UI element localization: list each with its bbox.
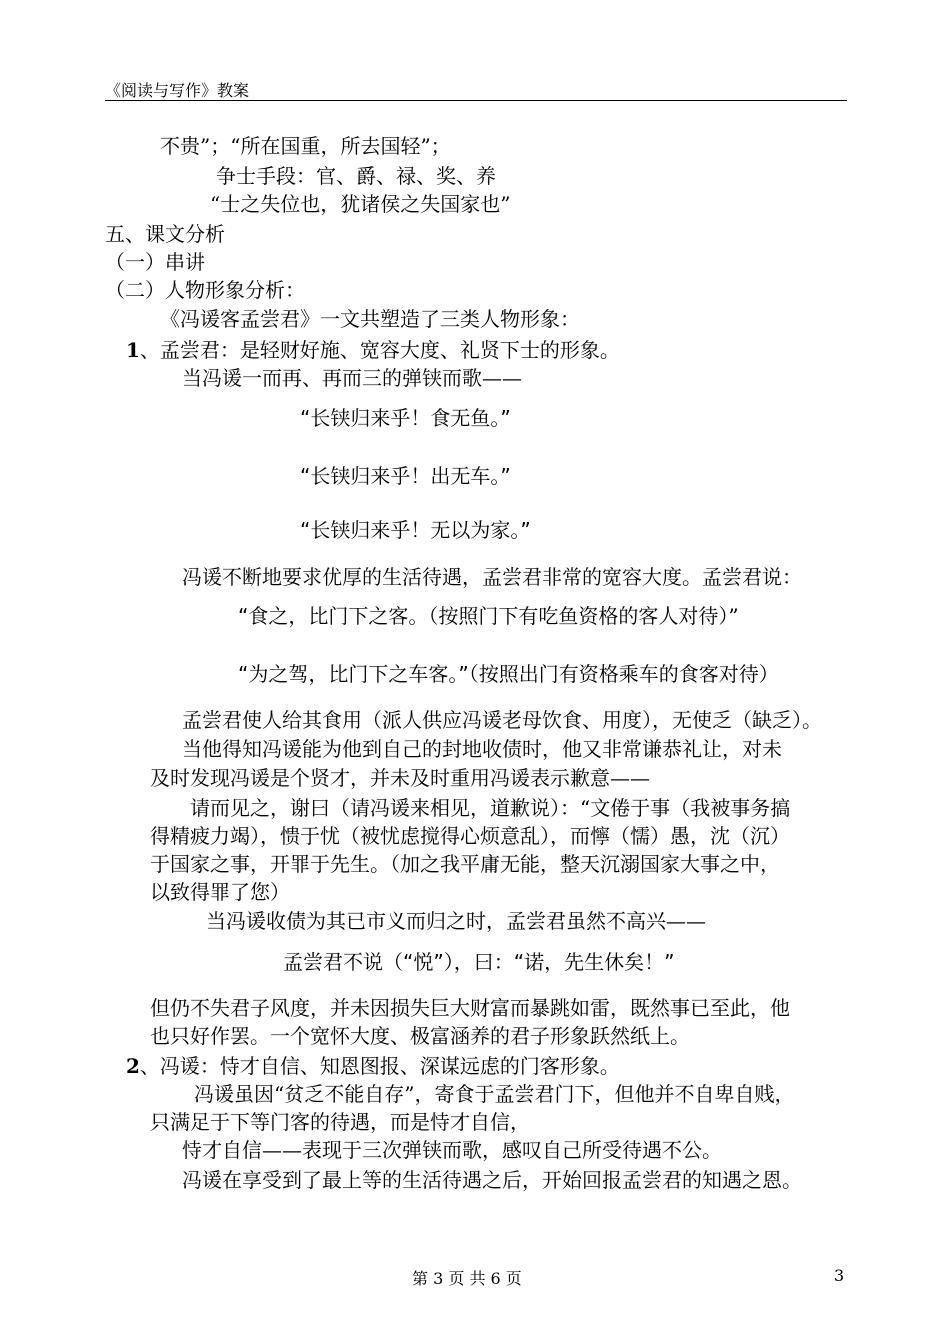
quote-line: “长铗归来乎！食无鱼。”	[300, 406, 511, 430]
text-line: 及时发现冯谖是个贤才，并未及时重用冯谖表示歉意——	[150, 766, 650, 790]
page-counter: 第 3 页 共 6 页	[412, 1269, 522, 1288]
quote-line	[238, 660, 779, 688]
text-line: 请而见之，谢曰（请冯谖来相见，道歉说）：“文倦于事（我被事务搞	[190, 796, 791, 820]
page-number: 3	[834, 1266, 845, 1285]
item-text: 、冯谖：恃才自信、知恩图报、深谋远虑的门客形象。	[139, 1054, 620, 1078]
numbered-heading	[126, 336, 620, 364]
subsection-heading: （一）串讲	[105, 250, 205, 274]
text-line: 恃才自信——表现于三次弹铗而歌，感叹自己所受待遇不公。	[182, 1138, 722, 1162]
quote-line: “长铗归来乎！无以为家。”	[300, 518, 531, 542]
item-number: 2	[126, 1054, 140, 1078]
text-line: 冯谖不断地要求优厚的生活待遇，孟尝君非常的宽容大度。孟尝君说：	[182, 565, 802, 589]
text-line: 当他得知冯谖能为他到自己的封地收债时，他又非常谦恭礼让，对未	[182, 737, 782, 761]
quote-gloss: （按照门下有吃鱼资格的客人对待）”	[428, 604, 739, 628]
subsection-heading: （二）人物形象分析：	[105, 278, 305, 302]
text-line: 只满足于下等门客的待遇，而是恃才自信，	[150, 1110, 530, 1134]
text-line: 当冯谖收债为其已市义而归之时，孟尝君虽然不高兴——	[206, 909, 706, 933]
quote-line: “长铗归来乎！出无车。”	[300, 464, 511, 488]
text-line: 得精疲力竭），愦于忧（被忧虑搅得心烦意乱），而懧（懦）愚，沈（沉）	[150, 824, 790, 848]
numbered-heading	[126, 1052, 620, 1080]
quote-line: 孟尝君不说（“悦”），曰：“诺，先生休矣！”	[283, 950, 675, 974]
text-line: 也只好作罢。一个宽怀大度、极富涵养的君子形象跃然纸上。	[150, 1024, 690, 1048]
text-line: 于国家之事，开罪于先生。（加之我平庸无能，整天沉溺国家大事之中，	[150, 852, 780, 876]
text-line: 以致得罪了您）	[150, 880, 290, 904]
quote-original: “食之，比门下之客。	[238, 604, 429, 628]
quote-original: “为之驾，比门下之车客。”	[238, 662, 469, 686]
quote-line	[238, 602, 739, 630]
section-heading: 五、课文分析	[105, 222, 225, 246]
item-number: 1	[126, 338, 140, 362]
item-text: 、孟尝君：是轻财好施、宽容大度、礼贤下士的形象。	[139, 338, 620, 362]
text-line: “士之失位也，犹诸侯之失国家也”	[210, 192, 511, 216]
text-line: 但仍不失君子风度，并未因损失巨大财富而暴跳如雷，既然事已至此，他	[150, 996, 790, 1020]
header-rule	[105, 100, 847, 101]
text-line: 冯谖在享受到了最上等的生活待遇之后，开始回报孟尝君的知遇之恩。	[182, 1168, 802, 1192]
running-header: 《阅读与写作》教案	[105, 81, 250, 100]
text-line: 不贵”；“所在国重，所去国轻”；	[160, 134, 451, 158]
text-line: 《冯谖客孟尝君》一文共塑造了三类人物形象：	[160, 307, 580, 331]
quote-gloss: （按照出门有资格乘车的食客对待）	[468, 662, 779, 686]
text-line: 争士手段：官、爵、禄、奖、养	[216, 164, 496, 188]
text-line: 冯谖虽因“贫乏不能自存”，寄食于孟尝君门下，但他并不自卑自贱，	[194, 1082, 795, 1106]
text-line: 孟尝君使人给其食用（派人供应冯谖老母饮食、用度），无使乏（缺乏）。	[182, 708, 822, 732]
text-line: 当冯谖一而再、再而三的弹铗而歌——	[182, 366, 522, 390]
